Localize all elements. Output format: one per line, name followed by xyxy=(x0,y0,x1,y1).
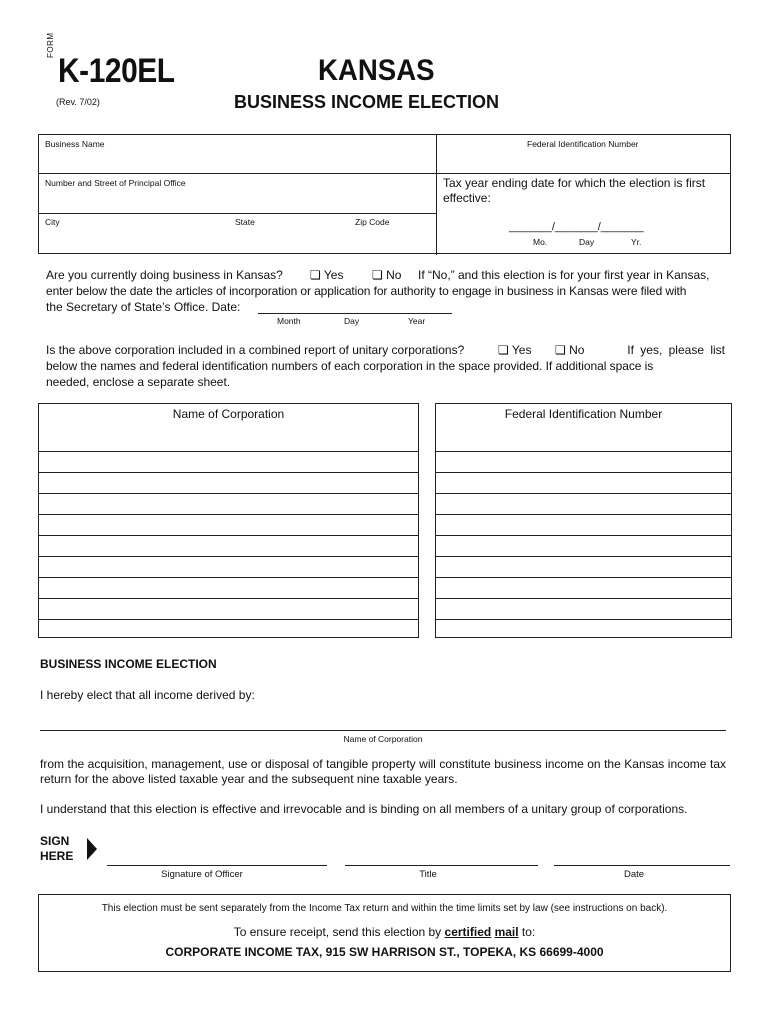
certified-text: certified xyxy=(444,925,492,939)
corporation-name-caption: Name of Corporation xyxy=(343,734,423,744)
q1-year-caption: Year xyxy=(408,316,426,326)
street-label: Number and Street of Principal Office xyxy=(45,178,186,188)
checkbox-icon: ❏ xyxy=(310,268,321,282)
fein-column xyxy=(435,403,732,638)
sign-arrow-icon xyxy=(87,838,97,860)
election-intro: I hereby elect that all income derived by: xyxy=(40,688,255,702)
q2-no-checkbox[interactable] xyxy=(555,343,584,357)
form-number: K-120EL xyxy=(58,52,175,90)
corporation-name-line[interactable] xyxy=(40,730,726,731)
tax-year-date-field[interactable]: _______/_______/_______ xyxy=(509,221,644,233)
checkbox-icon: ❏ xyxy=(555,343,566,357)
q2-text-rest: If yes, please list xyxy=(627,343,725,357)
receipt-instruction xyxy=(39,925,730,939)
signature-caption: Signature of Officer xyxy=(161,869,243,880)
title-caption: Title xyxy=(419,869,437,880)
fein-field[interactable] xyxy=(441,151,727,171)
checkbox-icon: ❏ xyxy=(372,268,383,282)
revision-date: (Rev. 7/02) xyxy=(56,97,100,107)
date-line[interactable] xyxy=(554,865,730,866)
election-paragraph-1: from the acquisition, management, use or disposal of tangible property will constitute business income on the Kansas income tax return for the above listed taxable year and the subsequent nine taxable years. xyxy=(40,757,726,786)
here-label: HERE xyxy=(40,849,74,863)
q1-day-caption: Day xyxy=(344,316,360,326)
q1-month-caption: Month xyxy=(277,316,301,326)
name-column-header: Name of Corporation xyxy=(172,407,285,421)
page-title: BUSINESS INCOME ELECTION xyxy=(234,92,500,112)
fein-label: Federal Identification Number xyxy=(527,139,639,149)
separate-filing-notice: This election must be sent separately from the Income Tax return and within the time limits set by law (see instructions on back). xyxy=(101,903,668,914)
tax-year-text: Tax year ending date for which the election is first effective: xyxy=(443,176,706,205)
q2-question: Is the above corporation included in a combined report of unitary corporations? xyxy=(46,343,465,357)
day-caption: Day xyxy=(579,237,595,247)
sign-label: SIGN xyxy=(40,834,70,848)
q1-line2: enter below the date the articles of incorporation or application for authority to engage in business in Kansas were filed with xyxy=(46,284,687,298)
business-name-label: Business Name xyxy=(45,139,105,149)
q1-yes-checkbox[interactable] xyxy=(310,268,343,282)
q1-yes-label: Yes xyxy=(323,268,344,282)
street-field[interactable] xyxy=(43,190,431,210)
receipt-post-text: to: xyxy=(518,925,536,939)
q1-no-label: No xyxy=(386,268,402,282)
mo-caption: Mo. xyxy=(533,237,548,247)
q2-yes-label: Yes xyxy=(511,343,532,357)
signature-line[interactable] xyxy=(107,865,327,866)
q1-no-checkbox[interactable] xyxy=(372,268,401,282)
checkbox-icon: ❏ xyxy=(498,343,509,357)
q2-yes-checkbox[interactable] xyxy=(498,343,531,357)
q1-text-rest: If “No,” and this election is for your first year in Kansas, xyxy=(418,268,710,282)
mailing-instructions-box xyxy=(38,894,731,972)
election-heading: BUSINESS INCOME ELECTION xyxy=(40,657,217,671)
state-label: State xyxy=(235,217,255,227)
fein-column-header: Federal Identification Number xyxy=(504,407,663,421)
receipt-pre-text: To ensure receipt, send this election by xyxy=(233,925,445,939)
zip-label: Zip Code xyxy=(355,217,390,227)
city-label: City xyxy=(45,217,60,227)
election-paragraph-2: I understand that this election is effective and irrevocable and is binding on all members of a unitary group of corporations. xyxy=(40,802,688,816)
q2-line3: needed, enclose a separate sheet. xyxy=(46,375,231,389)
city-state-zip-field[interactable] xyxy=(43,229,431,251)
business-info-box xyxy=(38,134,731,254)
yr-caption: Yr. xyxy=(631,237,642,247)
form-label: FORM xyxy=(46,32,55,58)
business-name-field[interactable] xyxy=(43,151,431,171)
mailing-address: CORPORATE INCOME TAX, 915 SW HARRISON ST., TOPEKA, KS 66699-4000 xyxy=(165,945,604,959)
date-caption: Date xyxy=(623,869,645,880)
q1-question: Are you currently doing business in Kansas? xyxy=(46,268,283,282)
state-title: KANSAS xyxy=(318,54,435,87)
mail-text: mail xyxy=(494,925,519,939)
title-line[interactable] xyxy=(345,865,538,866)
q2-no-label: No xyxy=(569,343,585,357)
q1-date-line[interactable] xyxy=(258,313,452,314)
corporation-name-column xyxy=(38,403,419,638)
q1-line3: the Secretary of State’s Office. Date: xyxy=(46,300,241,314)
q2-line2: below the names and federal identification numbers of each corporation in the space provided. If additional space is xyxy=(46,359,654,373)
